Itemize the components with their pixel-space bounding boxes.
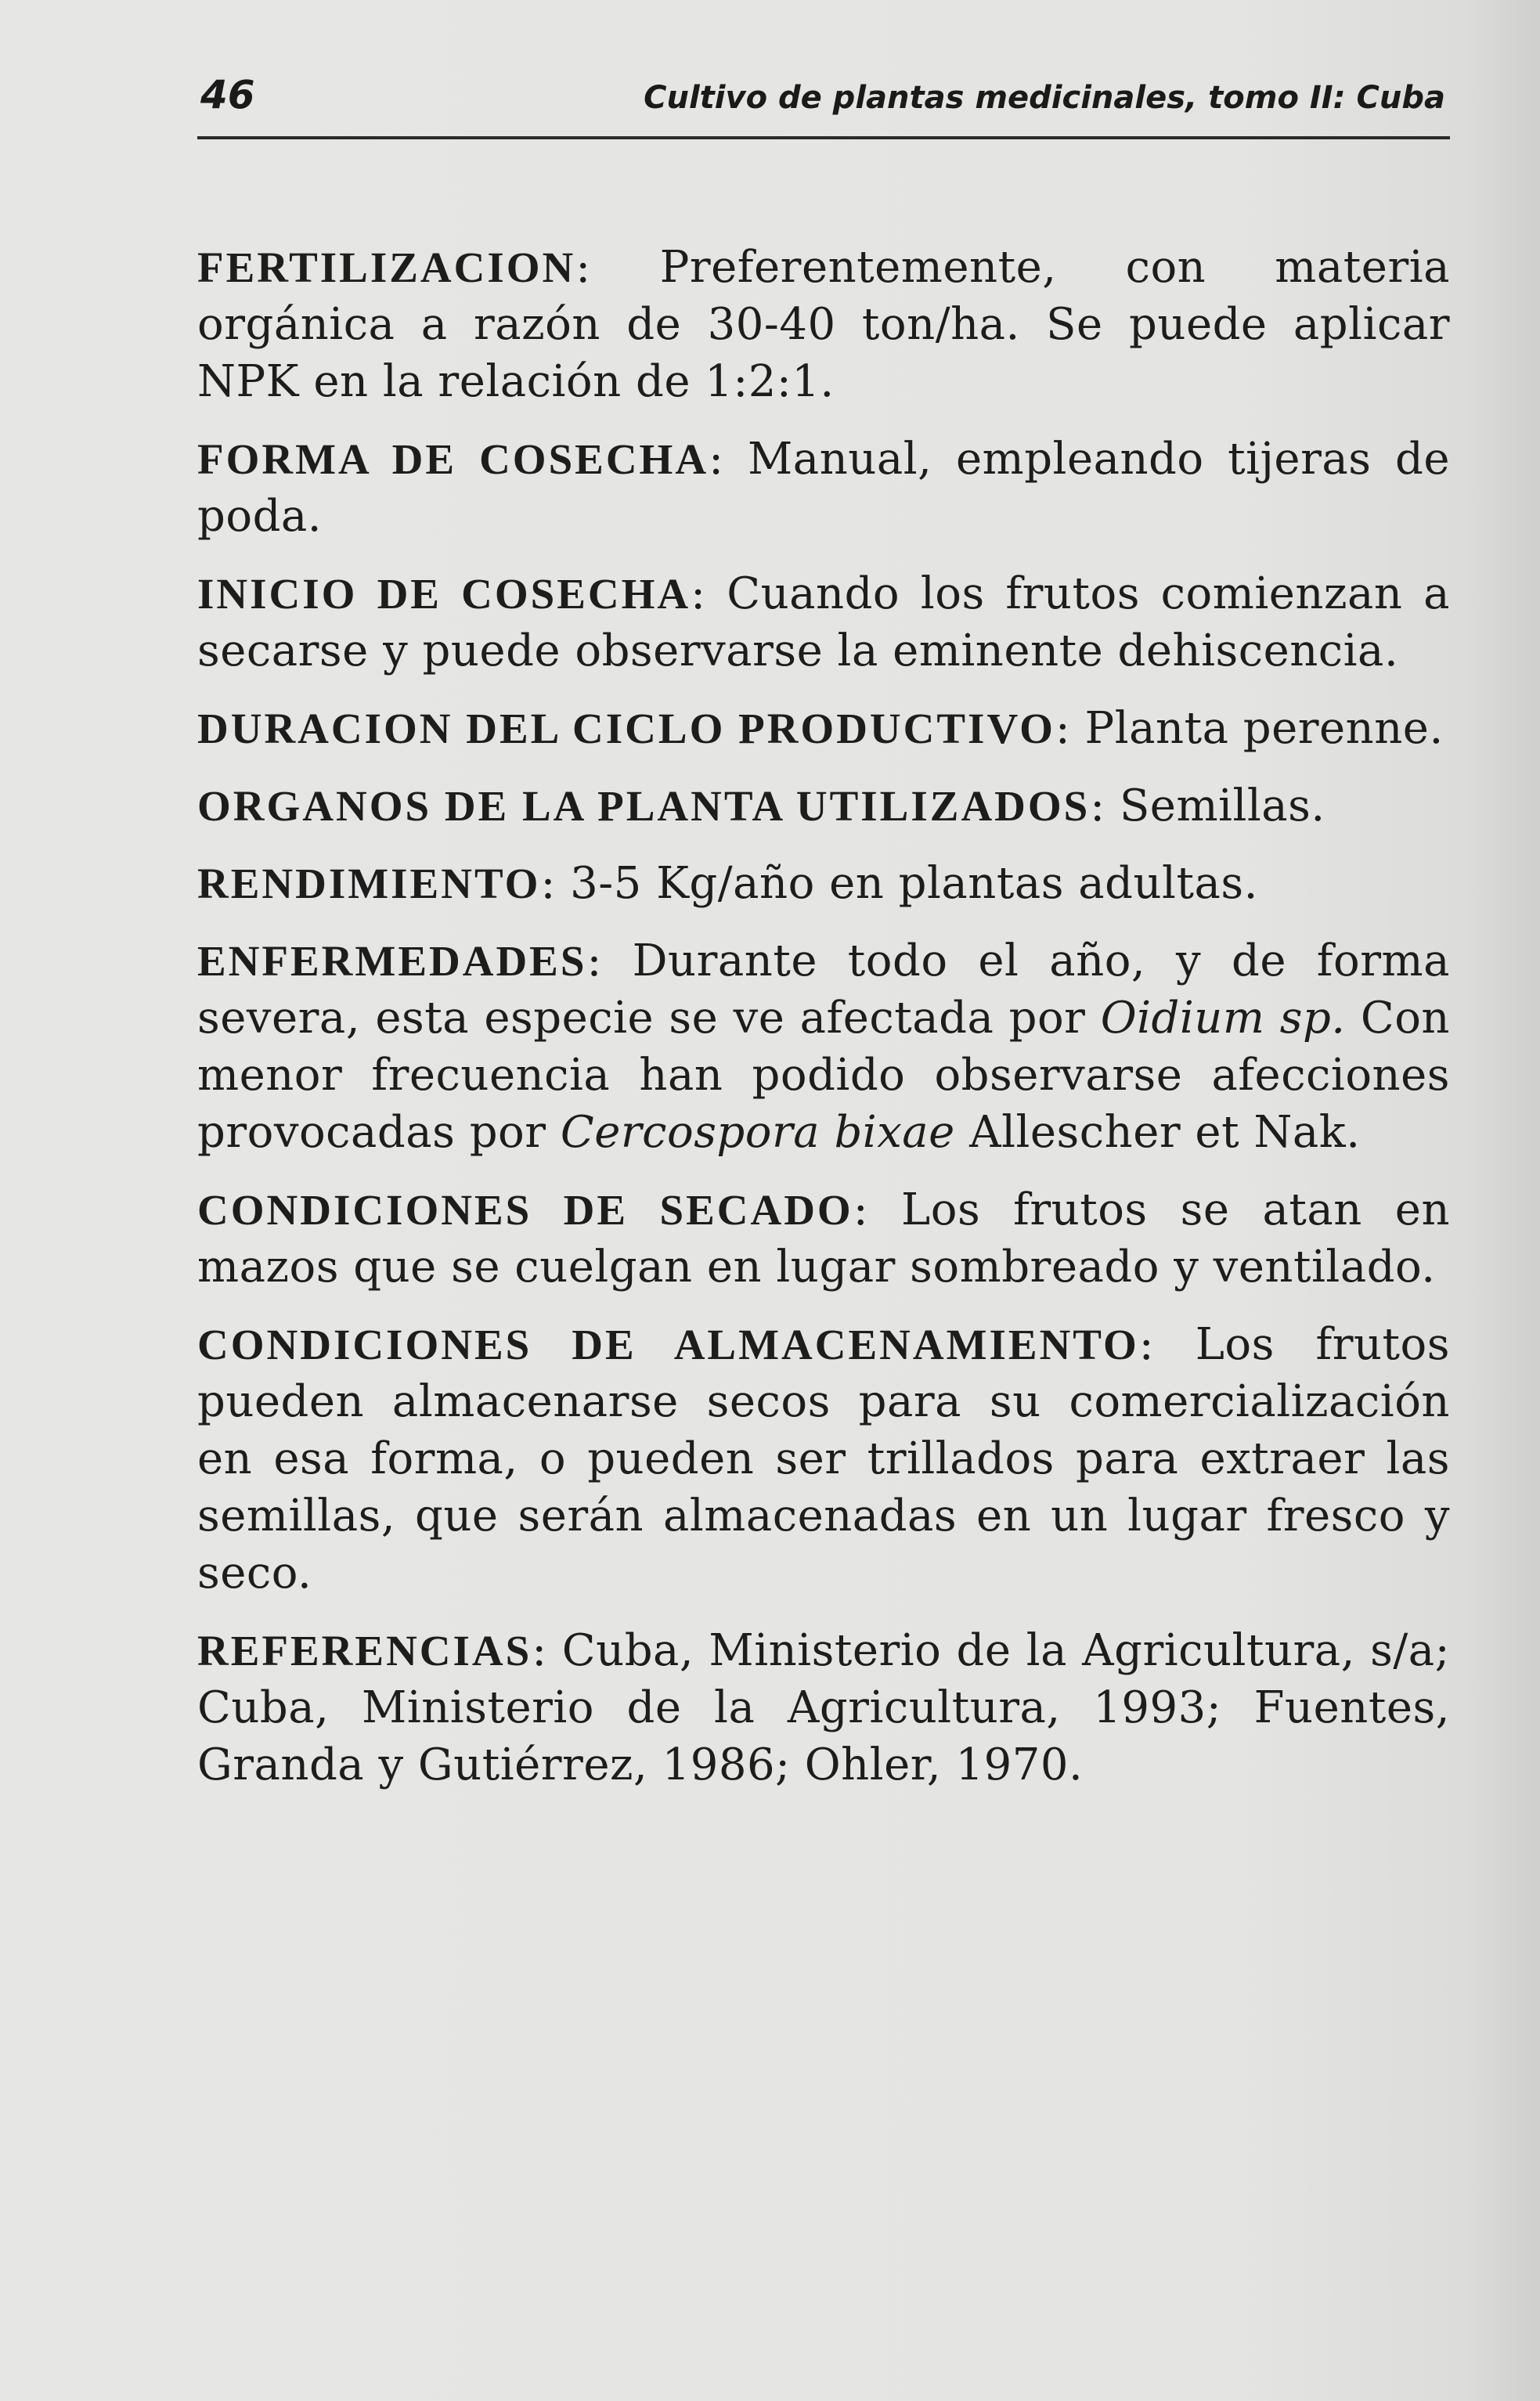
entry-label: RENDIMIENTO bbox=[197, 860, 541, 907]
entry-enfermedades: ENFERMEDADES: Durante todo el año, y de forma severa, esta especie se ve afectada por Oidium sp. Con menor frecuencia han podido observarse afecciones provocadas por Cercospora bixae Allescher et Nak. bbox=[197, 936, 1450, 1158]
body-text bbox=[197, 239, 1450, 1814]
entry-forma-de-cosecha: FORMA DE COSECHA: Manual, empleando tijeras de poda. bbox=[197, 434, 1450, 542]
entry-label: FORMA DE COSECHA bbox=[197, 435, 709, 483]
entry-label: CONDICIONES DE SECADO bbox=[197, 1186, 853, 1234]
entry-text: Planta perenne. bbox=[1084, 703, 1444, 754]
entry-text: Los frutos se atan en mazos que se cuelgan en lugar sombreado y ventilado. bbox=[197, 1184, 1451, 1292]
entry-label: REFERENCIAS bbox=[197, 1627, 532, 1675]
entry-text: Allescher et Nak. bbox=[969, 1107, 1361, 1158]
entry-referencias: REFERENCIAS: Cuba, Ministerio de la Agricultura, s/a; Cuba, Ministerio de la Agricultura, 1993; Fuentes, Granda y Gutiérrez, 1986; Ohler, 1970. bbox=[197, 1625, 1451, 1790]
entry-label: DURACION DEL CICLO PRODUCTIVO bbox=[197, 705, 1055, 752]
entry-label: CONDICIONES DE ALMACENAMIENTO bbox=[197, 1321, 1139, 1368]
species-name: Cercospora bixae bbox=[560, 1107, 955, 1158]
entry-label: ORGANOS DE LA PLANTA UTILIZADOS bbox=[197, 782, 1091, 830]
entry-inicio-de-cosecha: INICIO DE COSECHA: Cuando los frutos comienzan a secarse y puede observarse la eminente dehiscencia. bbox=[197, 568, 1450, 676]
entry-condiciones-almacenamiento: CONDICIONES DE ALMACENAMIENTO: Los frutos pueden almacenarse secos para su comercialización en esa forma, o pueden ser trillados para extraer las semillas, que serán almacenadas en un lugar fresco y seco. bbox=[197, 1319, 1450, 1599]
entry-text: Con menor frecuencia han podido observarse afecciones provocadas por bbox=[197, 993, 1450, 1158]
running-head: Cultivo de plantas medicinales, tomo II: Cuba bbox=[644, 80, 1445, 116]
entry-text: 3-5 Kg/año en plantas adultas. bbox=[570, 858, 1258, 909]
entry-text: Los frutos pueden almacenarse secos para su comercialización en esa forma, o pueden ser trillados para extraer las semillas, que serán almacenadas en un lugar fresco y seco. bbox=[197, 1319, 1450, 1599]
entry-condiciones-secado: CONDICIONES DE SECADO: Los frutos se atan en mazos que se cuelgan en lugar sombreado y ventilado. bbox=[197, 1184, 1451, 1292]
entry-label: INICIO DE COSECHA bbox=[197, 570, 691, 618]
entry-duracion-ciclo: DURACION DEL CICLO PRODUCTIVO: Planta perenne. bbox=[197, 703, 1444, 754]
entry-text: Preferentemente, con materia orgánica a razón de 30-40 ton/ha. Se puede aplicar NPK en la relación de 1:2:1. bbox=[197, 242, 1451, 407]
entry-text: Cuba, Ministerio de la Agricultura, s/a; Cuba, Ministerio de la Agricultura, 1993; Fuentes, Granda y Gutiérrez, 1986; Ohler, 1970. bbox=[197, 1625, 1451, 1790]
page-header bbox=[197, 72, 1450, 139]
entry-text: Semillas. bbox=[1119, 781, 1325, 831]
entry-text: Manual, empleando tijeras de poda. bbox=[197, 434, 1450, 542]
entry-text: Durante todo el año, y de forma severa, esta especie se ve afectada por bbox=[197, 936, 1450, 1044]
entry-label: FERTILIZACION bbox=[197, 243, 576, 291]
entry-rendimiento: RENDIMIENTO: 3-5 Kg/año en plantas adultas. bbox=[197, 858, 1258, 909]
entry-organos-utilizados: ORGANOS DE LA PLANTA UTILIZADOS: Semillas. bbox=[197, 781, 1325, 831]
entry-fertilizacion: FERTILIZACION: Preferentemente, con materia orgánica a razón de 30-40 ton/ha. Se puede aplicar NPK en la relación de 1:2:1. bbox=[197, 242, 1451, 407]
entry-label: ENFERMEDADES bbox=[197, 937, 587, 985]
entry-text: Cuando los frutos comienzan a secarse y puede observarse la eminente dehiscencia. bbox=[197, 568, 1450, 676]
species-name: Oidium sp. bbox=[1100, 993, 1346, 1044]
page-number: 46 bbox=[200, 72, 255, 117]
